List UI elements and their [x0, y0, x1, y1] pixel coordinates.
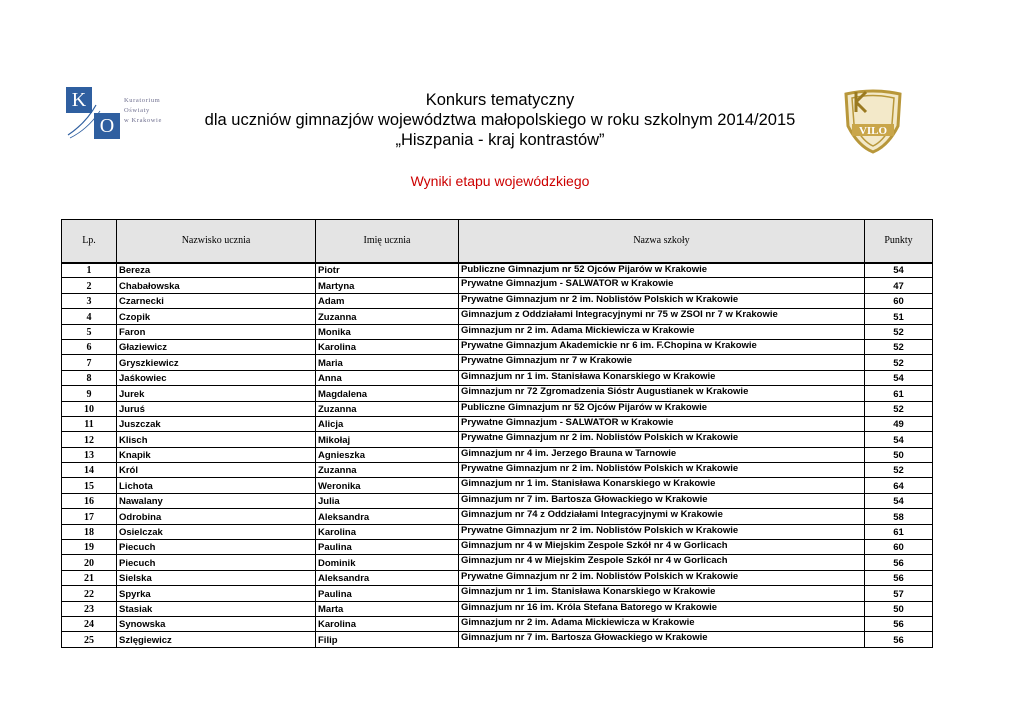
- cell-first-name: Martyna: [316, 278, 459, 293]
- cell-school: Gimnazjum nr 1 im. Stanisława Konarskiego w Krakowie: [459, 586, 865, 601]
- cell-school: Prywatne Gimnazjum Akademickie nr 6 im. F.Chopina w Krakowie: [459, 339, 865, 354]
- cell-school: Gimnazjum nr 7 im. Bartosza Głowackiego w Krakowie: [459, 493, 865, 508]
- cell-first-name: Weronika: [316, 478, 459, 493]
- cell-first-name: Karolina: [316, 339, 459, 354]
- cell-school: Gimnazjum nr 2 im. Adama Mickiewicza w Krakowie: [459, 616, 865, 631]
- cell-lp: 2: [62, 278, 117, 293]
- cell-points: 50: [865, 601, 933, 616]
- table-row: [62, 493, 933, 508]
- cell-first-name: Adam: [316, 293, 459, 308]
- cell-points: 54: [865, 370, 933, 385]
- cell-points: 54: [865, 493, 933, 508]
- cell-points: 54: [865, 263, 933, 278]
- cell-surname: Bereza: [117, 263, 316, 278]
- cell-school: Prywatne Gimnazjum nr 2 im. Noblistów Polskich w Krakowie: [459, 570, 865, 585]
- cell-first-name: Zuzanna: [316, 401, 459, 416]
- cell-points: 64: [865, 478, 933, 493]
- cell-school: Prywatne Gimnazjum - SALWATOR w Krakowie: [459, 416, 865, 431]
- cell-first-name: Agnieszka: [316, 447, 459, 462]
- cell-surname: Klisch: [117, 432, 316, 447]
- vilo-logo: [838, 86, 908, 156]
- logo-text-line: w Krakowie: [124, 117, 162, 124]
- cell-first-name: Paulina: [316, 540, 459, 555]
- cell-school: Gimnazjum nr 4 w Miejskim Zespole Szkół nr 4 w Gorlicach: [459, 555, 865, 570]
- cell-points: 50: [865, 447, 933, 462]
- cell-points: 52: [865, 355, 933, 370]
- column-header-points: Punkty: [865, 220, 933, 263]
- cell-points: 49: [865, 416, 933, 431]
- logo-vilo-text: VILO: [858, 125, 888, 137]
- column-header-surname: Nazwisko ucznia: [117, 220, 316, 263]
- cell-lp: 18: [62, 524, 117, 539]
- cell-surname: Czopik: [117, 309, 316, 324]
- cell-school: Prywatne Gimnazjum nr 2 im. Noblistów Polskich w Krakowie: [459, 524, 865, 539]
- cell-points: 60: [865, 293, 933, 308]
- cell-surname: Juruś: [117, 401, 316, 416]
- cell-lp: 21: [62, 570, 117, 585]
- cell-school: Prywatne Gimnazjum nr 2 im. Noblistów Polskich w Krakowie: [459, 293, 865, 308]
- results-subtitle: Wyniki etapu wojewódzkiego: [410, 173, 590, 189]
- cell-points: 57: [865, 586, 933, 601]
- cell-surname: Gryszkiewicz: [117, 355, 316, 370]
- cell-first-name: Mikołaj: [316, 432, 459, 447]
- table-row: [62, 616, 933, 631]
- cell-school: Gimnazjum nr 7 im. Bartosza Głowackiego w Krakowie: [459, 632, 865, 647]
- cell-lp: 22: [62, 586, 117, 601]
- cell-surname: Faron: [117, 324, 316, 339]
- cell-first-name: Monika: [316, 324, 459, 339]
- cell-lp: 12: [62, 432, 117, 447]
- cell-lp: 20: [62, 555, 117, 570]
- cell-points: 56: [865, 570, 933, 585]
- cell-school: Gimnazjum nr 1 im. Stanisława Konarskiego w Krakowie: [459, 370, 865, 385]
- cell-first-name: Zuzanna: [316, 309, 459, 324]
- cell-first-name: Dominik: [316, 555, 459, 570]
- cell-school: Prywatne Gimnazjum - SALWATOR w Krakowie: [459, 278, 865, 293]
- cell-school: Prywatne Gimnazjum nr 2 im. Noblistów Polskich w Krakowie: [459, 432, 865, 447]
- table-header-row: [62, 220, 933, 263]
- cell-lp: 19: [62, 540, 117, 555]
- cell-first-name: Anna: [316, 370, 459, 385]
- cell-lp: 9: [62, 386, 117, 401]
- cell-points: 60: [865, 540, 933, 555]
- cell-lp: 7: [62, 355, 117, 370]
- cell-first-name: Piotr: [316, 263, 459, 278]
- cell-first-name: Filip: [316, 632, 459, 647]
- cell-surname: Lichota: [117, 478, 316, 493]
- logo-text: [124, 96, 162, 126]
- cell-first-name: Marta: [316, 601, 459, 616]
- cell-surname: Król: [117, 463, 316, 478]
- table-row: [62, 555, 933, 570]
- cell-points: 56: [865, 632, 933, 647]
- cell-points: 58: [865, 509, 933, 524]
- table-row: [62, 386, 933, 401]
- cell-lp: 3: [62, 293, 117, 308]
- cell-lp: 5: [62, 324, 117, 339]
- column-header-first-name: Imię ucznia: [316, 220, 459, 263]
- table-row: [62, 601, 933, 616]
- cell-surname: Synowska: [117, 616, 316, 631]
- cell-lp: 1: [62, 263, 117, 278]
- cell-school: Gimnazjum z Oddziałami Integracyjnymi nr 75 w ZSOI nr 7 w Krakowie: [459, 309, 865, 324]
- cell-surname: Nawalany: [117, 493, 316, 508]
- cell-lp: 4: [62, 309, 117, 324]
- cell-points: 56: [865, 555, 933, 570]
- contest-title: Konkurs tematyczny: [425, 91, 575, 109]
- cell-surname: Głaziewicz: [117, 339, 316, 354]
- table-row: [62, 416, 933, 431]
- cell-lp: 15: [62, 478, 117, 493]
- cell-first-name: Zuzanna: [316, 463, 459, 478]
- table-row: [62, 478, 933, 493]
- table-row: [62, 463, 933, 478]
- cell-lp: 23: [62, 601, 117, 616]
- logo-letter-k: K: [66, 87, 92, 113]
- cell-first-name: Aleksandra: [316, 509, 459, 524]
- cell-surname: Sielska: [117, 570, 316, 585]
- cell-lp: 24: [62, 616, 117, 631]
- cell-first-name: Paulina: [316, 586, 459, 601]
- cell-first-name: Alicja: [316, 416, 459, 431]
- cell-school: Gimnazjum nr 4 im. Jerzego Brauna w Tarnowie: [459, 447, 865, 462]
- cell-first-name: Maria: [316, 355, 459, 370]
- cell-lp: 17: [62, 509, 117, 524]
- cell-lp: 13: [62, 447, 117, 462]
- cell-lp: 25: [62, 632, 117, 647]
- cell-lp: 6: [62, 339, 117, 354]
- column-header-lp: Lp.: [62, 220, 117, 263]
- table-row: [62, 339, 933, 354]
- cell-surname: Jaśkowiec: [117, 370, 316, 385]
- cell-surname: Stasiak: [117, 601, 316, 616]
- cell-lp: 10: [62, 401, 117, 416]
- cell-surname: Piecuch: [117, 540, 316, 555]
- table-row: [62, 632, 933, 647]
- cell-surname: Osielczak: [117, 524, 316, 539]
- cell-points: 56: [865, 616, 933, 631]
- table-row: [62, 324, 933, 339]
- table-row: [62, 263, 933, 278]
- table-row: [62, 293, 933, 308]
- cell-lp: 16: [62, 493, 117, 508]
- cell-lp: 8: [62, 370, 117, 385]
- cell-points: 61: [865, 524, 933, 539]
- logo-text-line: Oświaty: [124, 107, 150, 114]
- cell-surname: Piecuch: [117, 555, 316, 570]
- cell-points: 47: [865, 278, 933, 293]
- table-row: [62, 355, 933, 370]
- column-header-school: Nazwa szkoły: [459, 220, 865, 263]
- cell-points: 51: [865, 309, 933, 324]
- logo-swoosh-icon: [66, 85, 122, 141]
- cell-surname: Szlęgiewicz: [117, 632, 316, 647]
- table-row: [62, 432, 933, 447]
- cell-points: 52: [865, 401, 933, 416]
- cell-school: Prywatne Gimnazjum nr 2 im. Noblistów Polskich w Krakowie: [459, 463, 865, 478]
- cell-first-name: Aleksandra: [316, 570, 459, 585]
- contest-description: dla uczniów gimnazjów województwa małopolskiego w roku szkolnym 2014/2015: [204, 111, 796, 129]
- table-row: [62, 570, 933, 585]
- cell-surname: Spyrka: [117, 586, 316, 601]
- cell-points: 52: [865, 339, 933, 354]
- cell-school: Gimnazjum nr 72 Zgromadzenia Sióstr Augustianek w Krakowie: [459, 386, 865, 401]
- cell-school: Gimnazjum nr 16 im. Króla Stefana Batorego w Krakowie: [459, 601, 865, 616]
- cell-surname: Knapik: [117, 447, 316, 462]
- cell-points: 54: [865, 432, 933, 447]
- cell-first-name: Julia: [316, 493, 459, 508]
- table-row: [62, 447, 933, 462]
- cell-lp: 14: [62, 463, 117, 478]
- table-row: [62, 309, 933, 324]
- cell-surname: Juszczak: [117, 416, 316, 431]
- table-row: [62, 278, 933, 293]
- cell-first-name: Karolina: [316, 616, 459, 631]
- table-row: [62, 509, 933, 524]
- cell-surname: Jurek: [117, 386, 316, 401]
- table-row: [62, 401, 933, 416]
- cell-points: 52: [865, 324, 933, 339]
- cell-school: Publiczne Gimnazjum nr 52 Ojców Pijarów w Krakowie: [459, 401, 865, 416]
- cell-first-name: Karolina: [316, 524, 459, 539]
- cell-school: Gimnazjum nr 74 z Oddziałami Integracyjnymi w Krakowie: [459, 509, 865, 524]
- table-row: [62, 540, 933, 555]
- cell-points: 52: [865, 463, 933, 478]
- cell-lp: 11: [62, 416, 117, 431]
- table-row: [62, 586, 933, 601]
- cell-school: Gimnazjum nr 4 w Miejskim Zespole Szkół nr 4 w Gorlicach: [459, 540, 865, 555]
- table-row: [62, 370, 933, 385]
- results-table: [61, 219, 933, 648]
- contest-topic: „Hiszpania - kraj kontrastów”: [395, 131, 605, 149]
- cell-points: 61: [865, 386, 933, 401]
- shield-icon: [838, 86, 908, 156]
- logo-text-line: Kuratorium: [124, 97, 161, 104]
- cell-first-name: Magdalena: [316, 386, 459, 401]
- cell-school: Publiczne Gimnazjum nr 52 Ojców Pijarów w Krakowie: [459, 263, 865, 278]
- cell-surname: Odrobina: [117, 509, 316, 524]
- results-body: [62, 263, 933, 648]
- cell-school: Gimnazjum nr 1 im. Stanisława Konarskiego w Krakowie: [459, 478, 865, 493]
- cell-surname: Czarnecki: [117, 293, 316, 308]
- cell-school: Prywatne Gimnazjum nr 7 w Krakowie: [459, 355, 865, 370]
- logo-letter-o: O: [94, 113, 120, 139]
- table-row: [62, 524, 933, 539]
- cell-school: Gimnazjum nr 2 im. Adama Mickiewicza w Krakowie: [459, 324, 865, 339]
- cell-surname: Chabałowska: [117, 278, 316, 293]
- kuratorium-logo: [66, 85, 176, 141]
